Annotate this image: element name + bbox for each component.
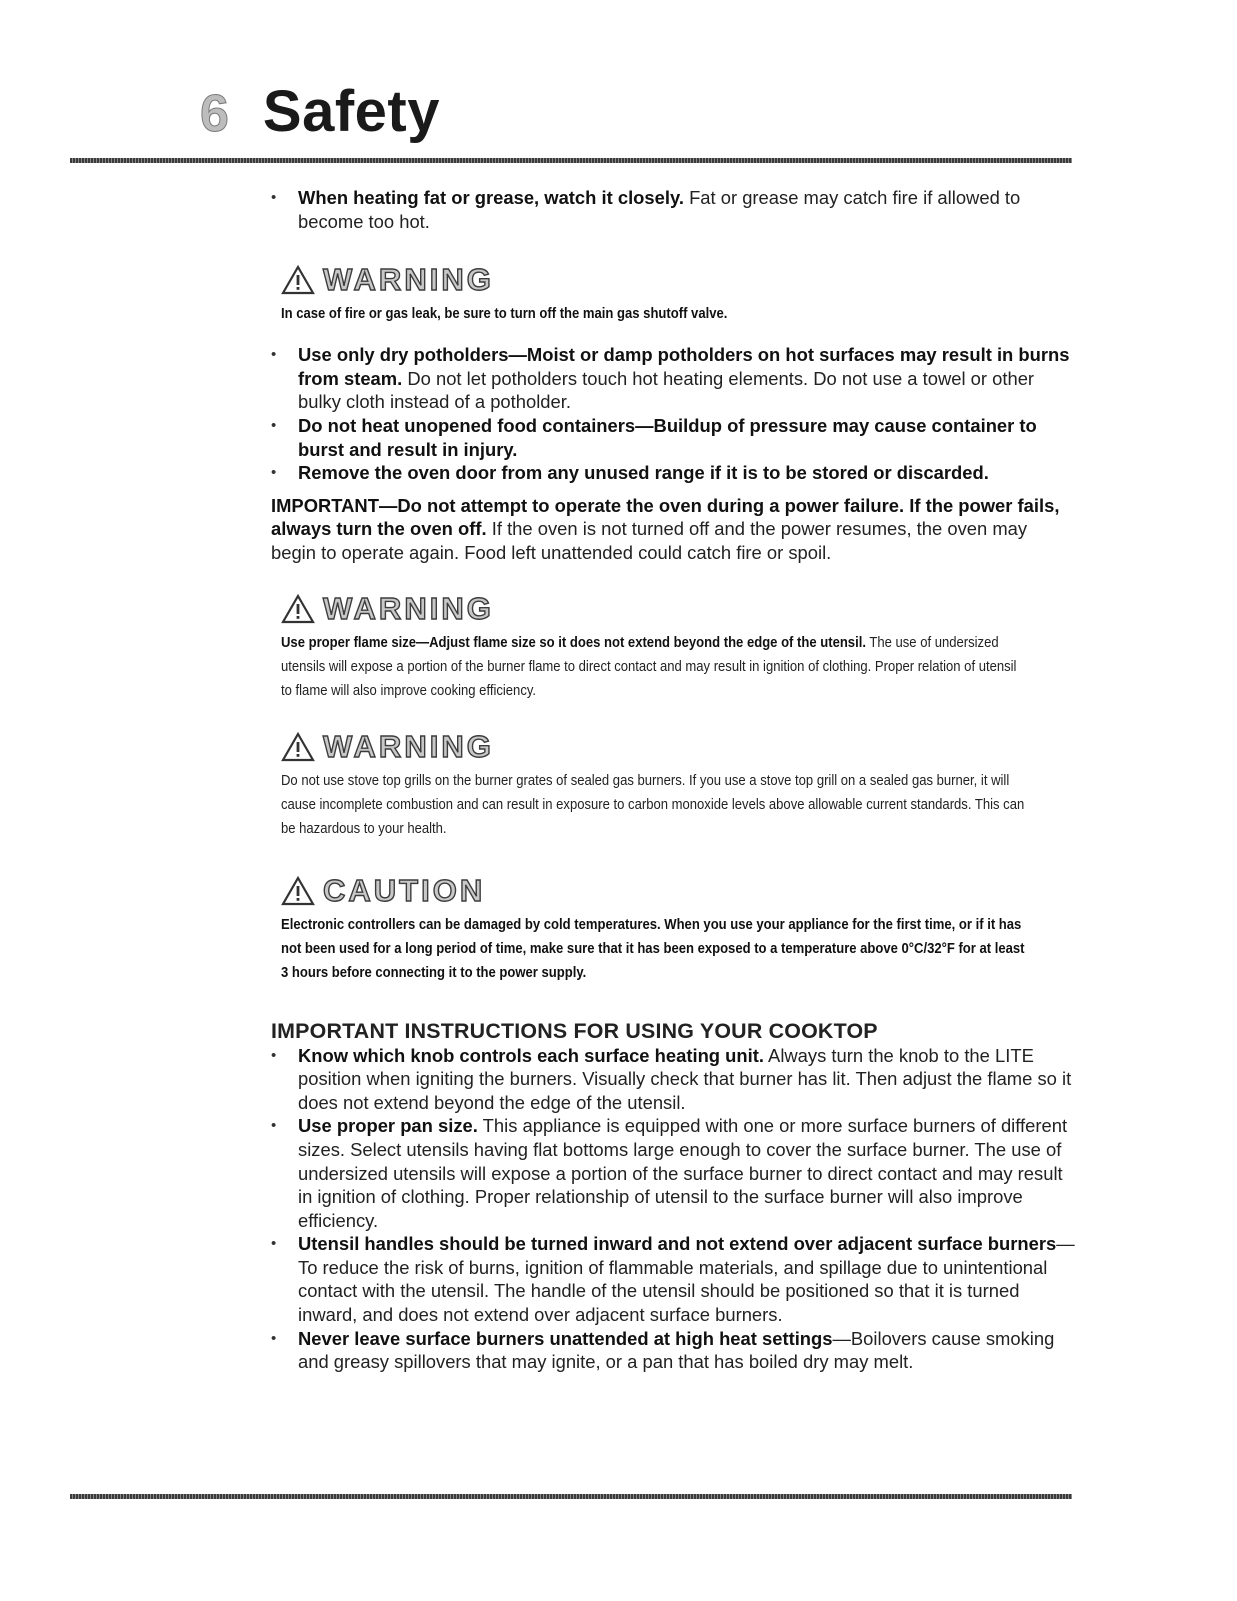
header-rule bbox=[70, 158, 1072, 163]
cooktop-bullets bbox=[271, 1044, 1076, 1374]
list-item: • Use proper pan size. This appliance is equipped with one or more surface burners of different sizes. Select utensils having flat bottoms large enough to cover the surface burner. The use of undersized utensils will expose a portion of the surface burner to direct contact and may result in ignition of clothing. Proper relationship of utensil to the surface burner will also improve efficiency. bbox=[271, 1114, 1076, 1232]
warning-text: Do not use stove top grills on the burner grates of sealed gas burners. If you use a stove top grill on a sealed gas burner, it will cause incomplete combustion and can result in exposure to carbon monoxide levels above allowable current standards. This can be hazardous to your health. bbox=[281, 771, 1025, 837]
list-item: • Never leave surface burners unattended at high heat settings—Boilovers cause smoking and greasy spillovers that may ignite, or a pan that has boiled dry may melt. bbox=[271, 1327, 1076, 1374]
section-heading: IMPORTANT INSTRUCTIONS FOR USING YOUR COOKTOP bbox=[271, 1018, 878, 1043]
warning-text: In case of fire or gas leak, be sure to turn off the main gas shutoff valve. bbox=[281, 305, 728, 323]
list-item: • When heating fat or grease, watch it closely. Fat or grease may catch fire if allowed to become too hot. bbox=[271, 186, 1076, 233]
warning-triangle-icon bbox=[281, 265, 315, 295]
warning-box-flame bbox=[281, 589, 1076, 703]
warning-box-grill bbox=[281, 727, 1076, 841]
list-item: • Utensil handles should be turned inward and not extend over adjacent surface burners—To reduce the risk of burns, ignition of flammable materials, and spillage due to unintentional contact with the utensil. The handle of the utensil should be positioned so that it is turned inward, and does not extend over adjacent surface burners. bbox=[271, 1232, 1076, 1326]
list-item: • Do not heat unopened food containers—Buildup of pressure may cause container to burst and result in injury. bbox=[271, 414, 1076, 461]
warning-text: Use proper flame size—Adjust flame size so it does not extend beyond the edge of the utensil. The use of undersized utensils will expose a portion of the burner flame to direct contact and may result in ignition of clothing. Proper relation of utensil to flame will also improve cooking efficiency. bbox=[281, 633, 1017, 699]
warning-box-gas bbox=[281, 260, 1076, 326]
warning-title: WARNING bbox=[323, 590, 494, 626]
warning-title: WARNING bbox=[323, 728, 494, 764]
warning-title: WARNING bbox=[323, 262, 494, 298]
warning-triangle-icon bbox=[281, 594, 315, 624]
caution-title: CAUTION bbox=[323, 872, 486, 908]
caution-text: Electronic controllers can be damaged by cold temperatures. When you use your appliance for the first time, or if it has not been used for a long period of time, make sure that it has been exposed to a temperature above 0°C/32°F for at least 3 hours before connecting it to the power supply. bbox=[281, 915, 1025, 981]
page-content bbox=[271, 186, 1076, 1374]
footer-rule bbox=[70, 1494, 1072, 1499]
list-item: • Know which knob controls each surface heating unit. Always turn the knob to the LITE position when igniting the burners. Visually check that burner has lit. Then adjust the flame so it does not extend beyond the edge of the utensil. bbox=[271, 1044, 1076, 1115]
safety-bullets bbox=[271, 343, 1076, 485]
list-item: • Use only dry potholders—Moist or damp potholders on hot surfaces may result in burns from steam. Do not let potholders touch hot heating elements. Do not use a towel or other bulky cloth instead of a potholder. bbox=[271, 343, 1076, 414]
page-title: Safety bbox=[262, 79, 441, 144]
list-item: • Remove the oven door from any unused range if it is to be stored or discarded. bbox=[271, 461, 1076, 485]
page-number: 6 bbox=[200, 85, 229, 143]
page-header bbox=[200, 78, 440, 145]
caution-box bbox=[281, 871, 1076, 985]
warning-triangle-icon bbox=[281, 732, 315, 762]
important-paragraph: IMPORTANT—Do not attempt to operate the oven during a power failure. If the power fails, always turn the oven off. If the oven is not turned off and the power resumes, the oven may begin to operate again. Food left unattended could catch fire or spoil. bbox=[271, 494, 1060, 563]
caution-triangle-icon bbox=[281, 876, 315, 906]
intro-bullets bbox=[271, 186, 1076, 233]
